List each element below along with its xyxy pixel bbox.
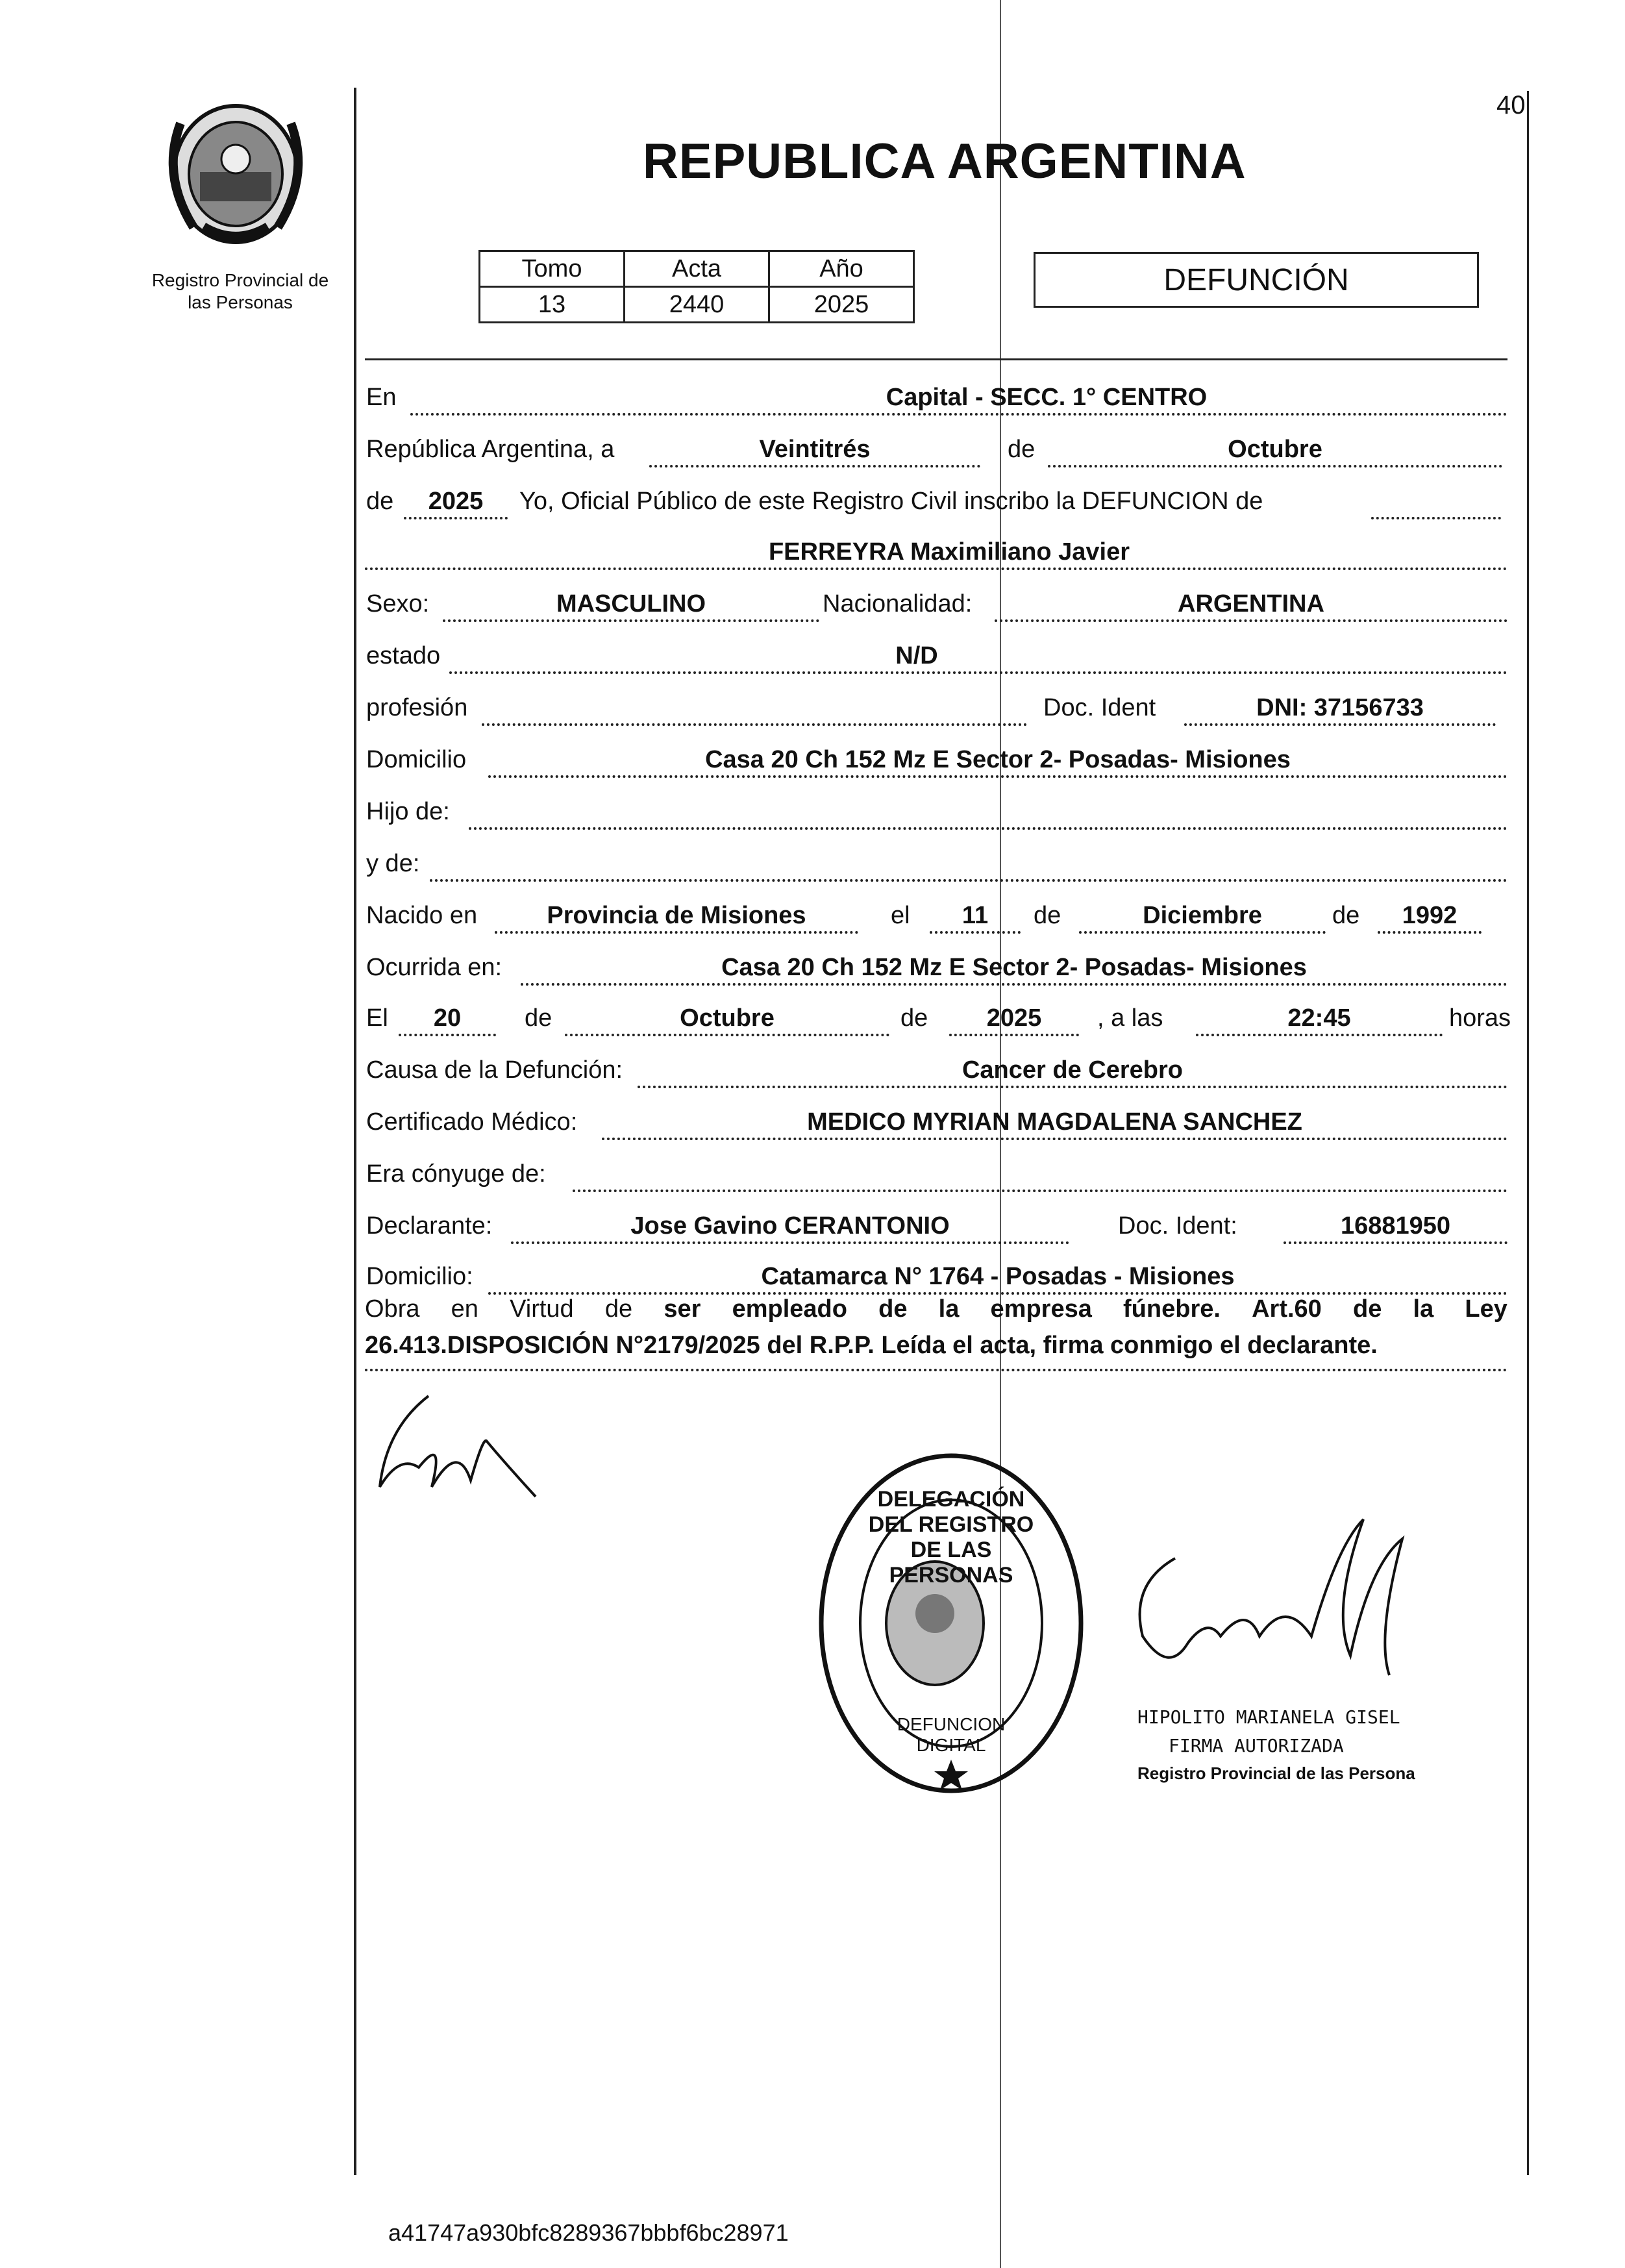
row-deceased-name (365, 531, 1507, 570)
sexo-value: MASCULINO (556, 590, 706, 617)
obra-bold-word: la (938, 1295, 960, 1323)
stamp-outer-text: DELEGACIÓN DEL REGISTRO DE LAS PERSONAS (868, 1487, 1034, 1588)
day-words-value: Veintitrés (759, 436, 871, 463)
row-decl-domicilio (365, 1256, 1507, 1295)
row-place (365, 377, 1507, 416)
obra-word: Virtud (510, 1295, 574, 1323)
signatory-role: FIRMA AUTORIZADA (1169, 1735, 1344, 1756)
decl-domicilio-value: Catamarca N° 1764 - Posadas - Misiones (761, 1263, 1235, 1290)
el-cap-label: El (366, 1004, 388, 1032)
row-domicilio (365, 739, 1507, 778)
issuer-label: Registro Provincial de las Personas (151, 270, 329, 312)
de-label-3: de (1034, 902, 1061, 929)
ocurrida-value: Casa 20 Ch 152 Mz E Sector 2- Posadas- Misiones (721, 954, 1307, 981)
acta-value: 2440 (625, 287, 769, 323)
tomo-acta-ano-table (478, 250, 915, 323)
row-estado (365, 635, 1507, 674)
tomo-header: Tomo (480, 251, 625, 287)
row-sexo (365, 583, 1507, 622)
row-conyuge (365, 1153, 1507, 1192)
domicilio-value: Casa 20 Ch 152 Mz E Sector 2- Posadas- Misiones (705, 746, 1291, 773)
obra-bold-word: de (1353, 1295, 1382, 1323)
obra-bold-word: fúnebre. (1123, 1295, 1221, 1323)
certificado-value: MEDICO MYRIAN MAGDALENA SANCHEZ (807, 1108, 1302, 1136)
death-month-value: Octubre (680, 1004, 775, 1032)
sexo-label: Sexo: (366, 590, 430, 617)
authorized-signature (1117, 1506, 1428, 1701)
month-value: Octubre (1228, 436, 1322, 463)
row-certificado (365, 1101, 1507, 1140)
obra-bold-word: de (878, 1295, 908, 1323)
obra-word: en (451, 1295, 478, 1323)
obra-rule (365, 1369, 1507, 1371)
dni-value: DNI: 37156733 (1256, 694, 1424, 721)
deceased-name-value: FERREYRA Maximiliano Javier (768, 538, 1130, 566)
conyuge-label: Era cónyuge de: (366, 1160, 546, 1188)
obra-bold-word: empleado (732, 1295, 847, 1323)
obra-word: Obra (365, 1295, 420, 1323)
nacionalidad-value: ARGENTINA (1178, 590, 1324, 617)
stamp-inner-text: DEFUNCION DIGITAL (897, 1714, 1006, 1755)
document-type-box: DEFUNCIÓN (1034, 252, 1479, 308)
row-nacido (365, 895, 1507, 934)
death-day-value: 20 (433, 1004, 462, 1032)
de-label-6: de (900, 1004, 928, 1032)
de-label-1: de (1008, 436, 1036, 463)
certificado-label: Certificado Médico: (366, 1108, 578, 1136)
death-time-value: 22:45 (1287, 1004, 1351, 1032)
row-profesion (365, 687, 1507, 726)
form-top-rule (365, 358, 1507, 360)
obra-word: de (604, 1295, 633, 1323)
birth-day-value: 11 (961, 902, 989, 929)
hijo-label: Hijo de: (366, 798, 450, 825)
estado-value: N/D (895, 642, 938, 669)
obra-bold-word: Ley (1465, 1295, 1507, 1323)
decl-doc-label: Doc. Ident: (1118, 1212, 1237, 1240)
row-inscribo (365, 480, 1507, 519)
en-label: En (366, 384, 397, 411)
obra-paragraph (365, 1291, 1507, 1364)
de-label-2: de (366, 488, 394, 515)
row-ocurrida (365, 947, 1507, 986)
nacido-label: Nacido en (366, 902, 478, 929)
estado-label: estado (366, 642, 441, 669)
row-date (365, 429, 1507, 467)
place-value: Capital - SECC. 1° CENTRO (886, 384, 1208, 411)
horas-label: horas (1449, 1004, 1511, 1032)
obra-bold-word: ser (664, 1295, 701, 1323)
official-stamp (815, 1448, 1087, 1799)
death-year-value: 2025 (986, 1004, 1042, 1032)
ano-value: 2025 (769, 287, 914, 323)
row-hijo (365, 791, 1507, 830)
birth-month-value: Diciembre (1143, 902, 1262, 929)
ano-header: Año (769, 251, 914, 287)
row-causa (365, 1049, 1507, 1088)
profesion-label: profesión (366, 694, 468, 721)
causa-value: Cancer de Cerebro (961, 1056, 1183, 1084)
nacido-en-value: Provincia de Misiones (547, 902, 806, 929)
de-label-5: de (525, 1004, 552, 1032)
row-yde (365, 843, 1507, 882)
inscribo-text: Yo, Oficial Público de este Registro Civil inscribo la DEFUNCION de (519, 488, 1263, 515)
signatory-office: Registro Provincial de las Persona (1137, 1763, 1415, 1783)
page-number: 40 (1496, 91, 1526, 119)
page-title: REPUBLICA ARGENTINA (643, 134, 1247, 189)
declarante-value: Jose Gavino CERANTONIO (630, 1212, 950, 1240)
republica-label: República Argentina, a (366, 436, 615, 463)
doc-ident-label: Doc. Ident (1043, 694, 1156, 721)
provincial-seal-logo (155, 97, 317, 247)
decl-domicilio-label: Domicilio: (366, 1263, 473, 1290)
ocurrida-label: Ocurrida en: (366, 954, 502, 981)
obra-bold-word: la (1413, 1295, 1434, 1323)
obra-line-2: 26.413.DISPOSICIÓN N°2179/2025 del R.P.P. Leída el acta, firma conmigo el declarante. (365, 1332, 1378, 1359)
tomo-value: 13 (480, 287, 625, 323)
year-value: 2025 (428, 488, 484, 515)
row-declarante (365, 1205, 1507, 1244)
birth-year-value: 1992 (1402, 902, 1458, 929)
declarante-label: Declarante: (366, 1212, 493, 1240)
yde-label: y de: (366, 850, 420, 877)
el-label: el (891, 902, 910, 929)
obra-bold-word: Art.60 (1252, 1295, 1322, 1323)
declarant-signature (373, 1389, 542, 1500)
de-label-4: de (1332, 902, 1360, 929)
domicilio-label: Domicilio (366, 746, 467, 773)
left-margin-rule (354, 88, 356, 2175)
nacionalidad-label: Nacionalidad: (823, 590, 973, 617)
obra-bold-word: empresa (990, 1295, 1092, 1323)
acta-header: Acta (625, 251, 769, 287)
decl-doc-value: 16881950 (1340, 1212, 1451, 1240)
alas-label: , a las (1097, 1004, 1163, 1032)
document-hash: a41747a930bfc8289367bbbf6bc28971 (388, 2219, 789, 2246)
signatory-name: HIPOLITO MARIANELA GISEL (1137, 1706, 1400, 1728)
right-margin-rule (1527, 91, 1529, 2175)
causa-label: Causa de la Defunción: (366, 1056, 623, 1084)
row-death-date (365, 997, 1511, 1036)
